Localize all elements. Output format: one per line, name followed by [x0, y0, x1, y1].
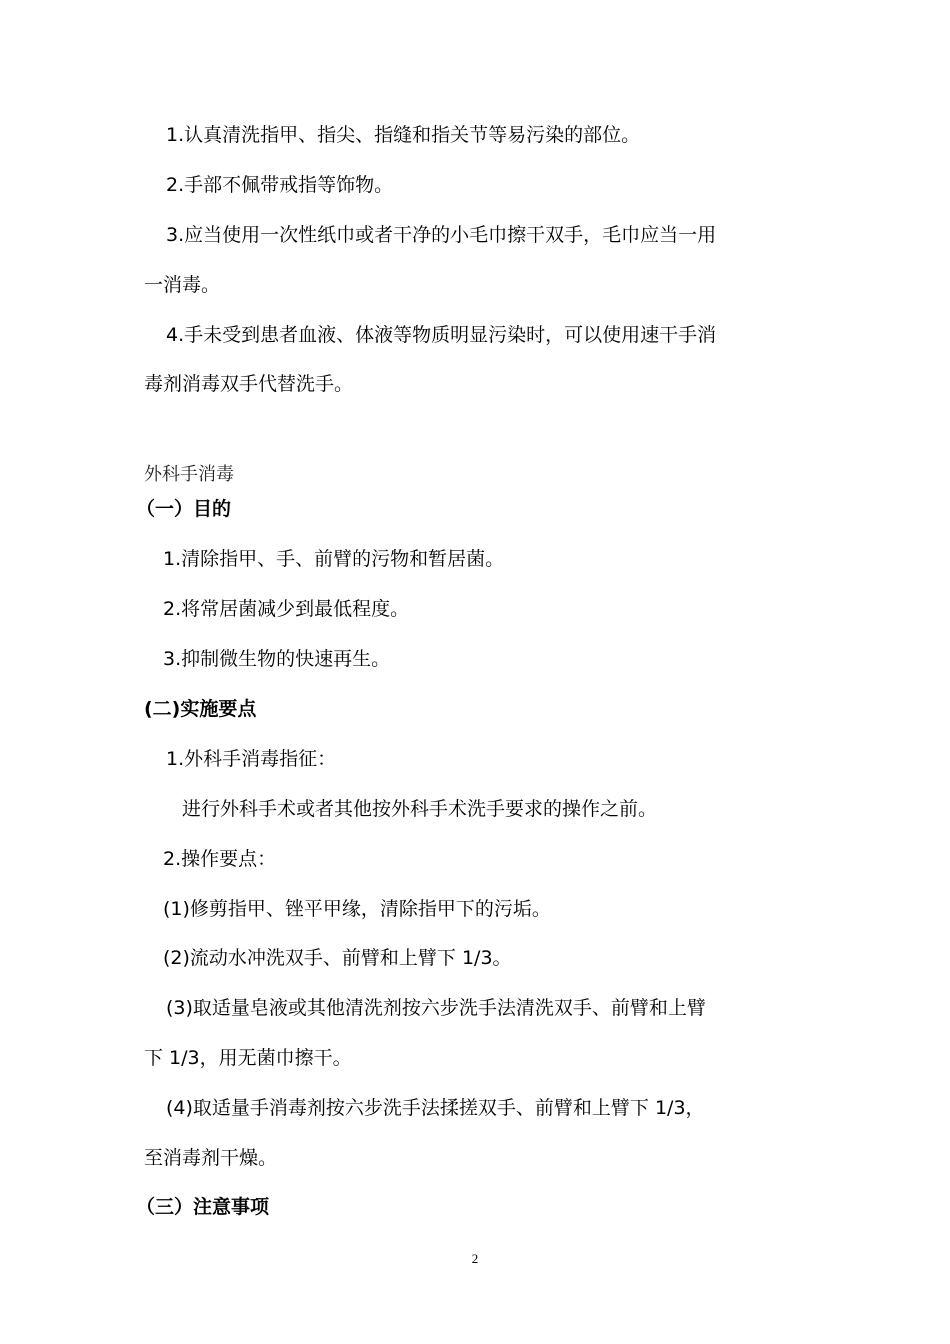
paragraph-line: 下 1/3，用无菌巾擦干。: [144, 1047, 352, 1069]
list-item: 3.抑制微生物的快速再生。: [163, 648, 391, 670]
page-number: 2: [471, 1251, 479, 1266]
paragraph-line: 毒剂消毒双手代替洗手。: [144, 373, 354, 395]
list-item: 1.外科手消毒指征：: [166, 748, 337, 770]
paragraph-line: 2.手部不佩带戒指等饰物。: [166, 174, 394, 196]
subsection-heading: (二)实施要点: [144, 698, 257, 720]
list-item: (4)取适量手消毒剂按六步洗手法揉搓双手、前臂和上臂下 1/3，: [166, 1097, 705, 1119]
subsection-heading: （一）目的: [136, 498, 232, 520]
paragraph-line: 进行外科手术或者其他按外科手术洗手要求的操作之前。: [182, 798, 658, 820]
list-item: (2)流动水冲洗双手、前臂和上臂下 1/3。: [163, 947, 512, 969]
paragraph-line: 一消毒。: [144, 274, 221, 296]
paragraph-line: 3.应当使用一次性纸巾或者干净的小毛巾擦干双手，毛巾应当一用: [166, 224, 717, 246]
subsection-heading: （三）注意事项: [136, 1196, 270, 1218]
paragraph-line: 至消毒剂干燥。: [144, 1147, 278, 1169]
list-item: 1.清除指甲、手、前臂的污物和暂居菌。: [163, 548, 505, 570]
list-item: (3)取适量皂液或其他清洗剂按六步洗手法清洗双手、前臂和上臂: [166, 997, 706, 1019]
section-title: 外科手消毒: [144, 464, 234, 485]
paragraph-line: 4.手未受到患者血液、体液等物质明显污染时，可以使用速干手消: [166, 324, 717, 346]
list-item: 2.操作要点：: [163, 848, 277, 870]
paragraph-line: 1.认真清洗指甲、指尖、指缝和指关节等易污染的部位。: [166, 124, 641, 146]
list-item: 2.将常居菌减少到最低程度。: [163, 598, 410, 620]
list-item: (1)修剪指甲、锉平甲缘，清除指甲下的污垢。: [163, 898, 551, 920]
